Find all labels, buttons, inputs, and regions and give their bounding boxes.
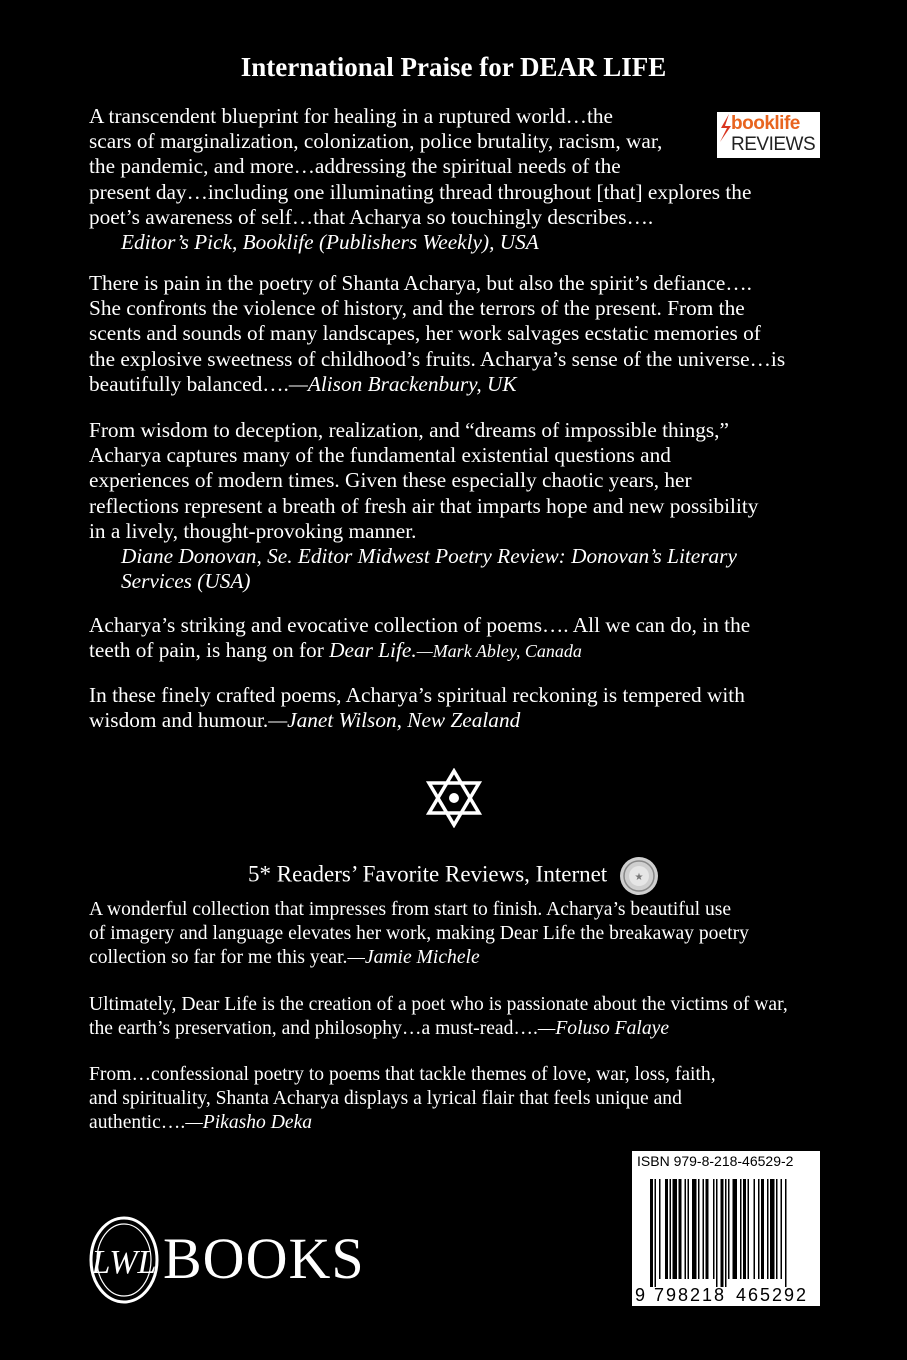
quote-text: beautifully balanced…. bbox=[89, 371, 289, 396]
publisher-monogram-icon bbox=[88, 1215, 160, 1305]
barcode-bar bbox=[659, 1179, 661, 1279]
page-title: International Praise for DEAR LIFE bbox=[240, 52, 667, 82]
monogram-letters: LWL bbox=[91, 1244, 157, 1281]
review-line: From…confessional poetry to poems that tackle themes of love, war, loss, faith, bbox=[89, 1064, 716, 1085]
reader-review bbox=[89, 993, 849, 1041]
barcode-bar bbox=[688, 1179, 690, 1279]
barcode-bar bbox=[655, 1179, 657, 1287]
quote-attribution: —Mark Abley, Canada bbox=[416, 641, 582, 662]
svg-text:★: ★ bbox=[634, 872, 644, 883]
barcode-bar bbox=[670, 1179, 672, 1279]
review-text: collection so far for me this year. bbox=[89, 947, 348, 968]
quote-line: in a lively, thought-provoking manner. bbox=[89, 518, 417, 543]
barcode-bar bbox=[776, 1179, 778, 1279]
barcode-bar bbox=[743, 1179, 746, 1279]
quote-line bbox=[89, 708, 819, 733]
quote-line: Acharya’s striking and evocative collection of poems…. All we can do, in the bbox=[89, 613, 751, 637]
quote-line bbox=[89, 372, 819, 397]
barcode-bars bbox=[632, 1175, 820, 1287]
quote-line: experiences of modern times. Given these especially chaotic years, her bbox=[89, 468, 692, 493]
quote-attribution: —Alison Brackenbury, UK bbox=[288, 371, 517, 396]
quote-attribution: —Janet Wilson, New Zealand bbox=[268, 708, 521, 733]
quote-line: the explosive sweetness of childhood’s fruits. Acharya’s sense of the universe…is bbox=[89, 346, 786, 371]
barcode-bar bbox=[665, 1179, 668, 1279]
barcode-bar bbox=[703, 1179, 705, 1279]
quote-line: reflections represent a breath of fresh air that imparts hope and new possibility bbox=[89, 493, 759, 518]
quote-line: present day…including one illuminating thread throughout [that] explores the bbox=[89, 179, 752, 204]
reader-review bbox=[89, 1063, 849, 1135]
barcode-bar bbox=[785, 1179, 787, 1287]
barcode-bar bbox=[698, 1179, 700, 1279]
barcode-bar bbox=[725, 1179, 727, 1287]
book-title: Dear Life. bbox=[329, 638, 417, 663]
review-text: authentic…. bbox=[89, 1112, 186, 1133]
barcode-bar bbox=[650, 1179, 653, 1287]
praise-quote-wilson bbox=[89, 683, 819, 733]
barcode-bar bbox=[781, 1179, 783, 1279]
quote-attribution: Services (USA) bbox=[121, 569, 251, 594]
barcode-bar bbox=[716, 1179, 718, 1287]
review-line: A wonderful collection that impresses from start to finish. Acharya’s beautiful use bbox=[89, 899, 732, 920]
reader-review bbox=[89, 898, 849, 970]
barcode-left-digits: 798218 bbox=[654, 1285, 727, 1305]
barcode-bar bbox=[713, 1179, 715, 1279]
barcode-bar bbox=[740, 1179, 742, 1279]
booklife-wordmark: booklife bbox=[731, 113, 800, 134]
review-attribution: —Foluso Falaye bbox=[537, 1018, 670, 1039]
award-seal-icon bbox=[619, 856, 659, 896]
quote-line: scars of marginalization, colonization, police brutality, racism, war, bbox=[89, 129, 663, 154]
readers-favorite-heading bbox=[0, 856, 907, 896]
barcode-lead-digit: 9 bbox=[635, 1285, 646, 1305]
barcode-bar bbox=[761, 1179, 764, 1279]
barcode-bar bbox=[673, 1179, 678, 1279]
quote-line: There is pain in the poetry of Shanta Acharya, but also the spirit’s defiance…. bbox=[89, 271, 752, 295]
quote-line: Acharya captures many of the fundamental existential questions and bbox=[89, 443, 671, 468]
readers-heading-text: 5* Readers’ Favorite Reviews, Internet bbox=[248, 861, 608, 887]
praise-quote-brackenbury bbox=[89, 271, 819, 397]
barcode-bar bbox=[685, 1179, 687, 1279]
quote-text: teeth of pain, is hang on for bbox=[89, 638, 330, 663]
review-line bbox=[89, 1111, 849, 1135]
quote-line: poet’s awareness of self…that Acharya so touchingly describes…. bbox=[89, 204, 654, 229]
review-line: Ultimately, Dear Life is the creation of a poet who is passionate about the victims of war, bbox=[89, 994, 788, 1015]
quote-line: the pandemic, and more…addressing the spiritual needs of the bbox=[89, 154, 621, 179]
review-attribution: —Jamie Michele bbox=[347, 947, 480, 968]
praise-quote-booklife bbox=[89, 104, 819, 255]
barcode-bar bbox=[770, 1179, 775, 1279]
praise-quote-abley bbox=[89, 613, 819, 664]
quote-attribution: Editor’s Pick, Booklife (Publishers Weekly), USA bbox=[121, 230, 539, 255]
quote-line bbox=[89, 638, 819, 664]
review-attribution: —Pikasho Deka bbox=[185, 1112, 313, 1133]
review-text: the earth’s preservation, and philosophy…a must-read…. bbox=[89, 1018, 538, 1039]
barcode-bar bbox=[679, 1179, 682, 1279]
barcode-bar bbox=[728, 1179, 730, 1279]
star-of-david-icon bbox=[424, 768, 484, 828]
quote-line: From wisdom to deception, realization, and “dreams of impossible things,” bbox=[89, 418, 729, 442]
barcode-bar bbox=[758, 1179, 760, 1279]
barcode-bar bbox=[706, 1179, 709, 1279]
praise-quote-donovan bbox=[89, 418, 819, 594]
booklife-reviews-wordmark: REVIEWS bbox=[731, 134, 816, 155]
publisher-name: BOOKS bbox=[163, 1226, 365, 1291]
review-line bbox=[89, 1017, 849, 1041]
barcode-bar bbox=[733, 1179, 738, 1279]
review-line: of imagery and language elevates her work, making Dear Life the breakaway poetry bbox=[89, 923, 749, 944]
barcode-bar bbox=[748, 1179, 750, 1279]
isbn-number: ISBN 979-8-218-46529-2 bbox=[637, 1153, 794, 1169]
barcode-bar bbox=[754, 1179, 756, 1279]
quote-attribution: Diane Donovan, Se. Editor Midwest Poetry Review: Donovan’s Literary bbox=[121, 544, 737, 569]
quote-line: A transcendent blueprint for healing in a ruptured world…the bbox=[89, 104, 613, 128]
barcode-bar bbox=[692, 1179, 697, 1279]
review-line: and spirituality, Shanta Acharya displays a lyrical flair that feels unique and bbox=[89, 1088, 682, 1109]
quote-line: In these finely crafted poems, Acharya’s spiritual reckoning is tempered with bbox=[89, 683, 745, 707]
quote-line: She confronts the violence of history, and the terrors of the present. From the bbox=[89, 296, 745, 321]
quote-text: wisdom and humour. bbox=[89, 708, 269, 733]
barcode-bar bbox=[767, 1179, 769, 1279]
review-line bbox=[89, 946, 849, 970]
barcode-bar bbox=[721, 1179, 724, 1287]
barcode-right-digits: 465292 bbox=[736, 1285, 809, 1305]
isbn-barcode bbox=[630, 1149, 822, 1308]
quote-line: scents and sounds of many landscapes, her work salvages ecstatic memories of bbox=[89, 321, 761, 346]
publisher-logo bbox=[88, 1215, 365, 1305]
